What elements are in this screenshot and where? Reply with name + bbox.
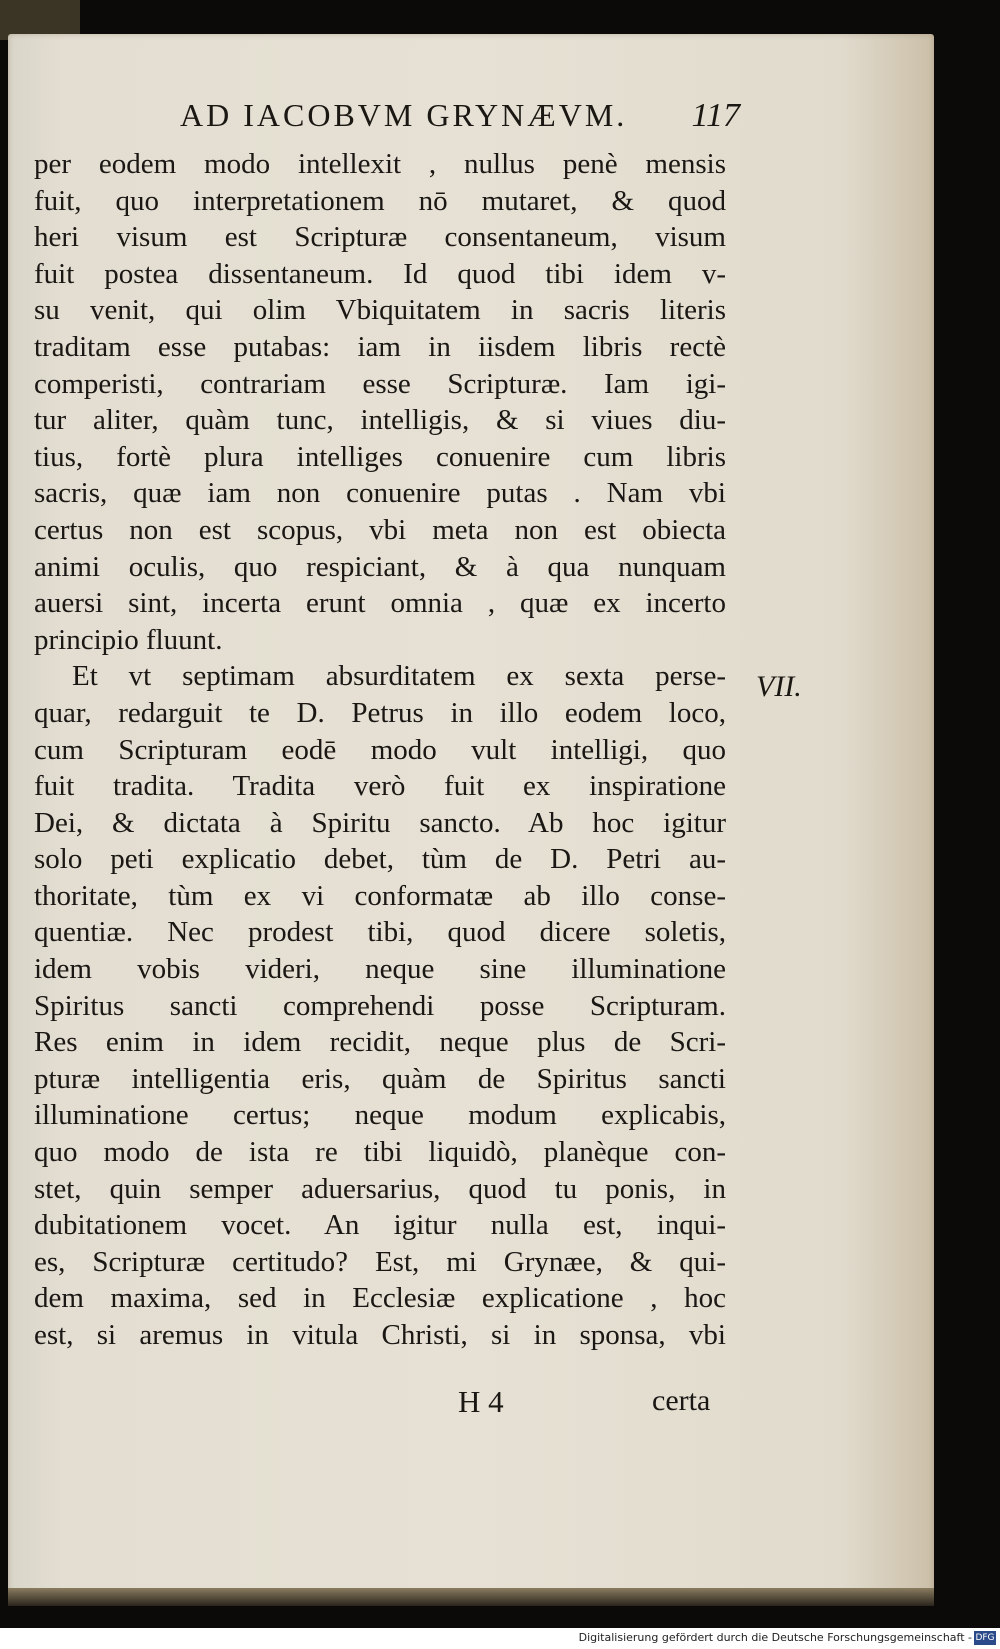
text-line: illuminatione certus; neque modum explicabis, bbox=[34, 1099, 726, 1132]
text-line: sacris, quæ iam non conuenire putas . Nam vbi bbox=[34, 477, 726, 510]
page-edge bbox=[8, 1588, 934, 1606]
text-line: Spiritus sancti comprehendi posse Scripturam. bbox=[34, 989, 726, 1022]
text-line: per eodem modo intellexit , nullus penè mensis bbox=[34, 148, 726, 180]
text-line: fuit tradita. Tradita verò fuit ex inspiratione bbox=[34, 770, 726, 803]
text-line: principio fluunt. bbox=[34, 623, 223, 656]
text-line: tur aliter, quàm tunc, intelligis, & si viues diu- bbox=[34, 404, 726, 437]
text-line: tius, fortè plura intelliges conuenire cum libris bbox=[34, 440, 726, 473]
margin-note: VII. bbox=[756, 670, 802, 703]
text-line: traditam esse putabas: iam in iisdem libris rectè bbox=[34, 330, 726, 363]
text-line: su venit, qui olim Vbiquitatem in sacris literis bbox=[34, 294, 726, 327]
paragraph-first-line: Et vt septimam absurditatem ex sexta perse- bbox=[72, 660, 726, 693]
running-head bbox=[180, 97, 740, 141]
text-line: pturæ intelligentia eris, quàm de Spiritus sancti bbox=[34, 1062, 726, 1095]
dfg-logo: DFG bbox=[975, 1633, 995, 1643]
body-text bbox=[34, 146, 726, 1354]
text-line: quar, redarguit te D. Petrus in illo eodem loco, bbox=[34, 696, 726, 729]
text-line: fuit postea dissentaneum. Id quod tibi idem v- bbox=[34, 257, 726, 290]
text-line: certus non est scopus, vbi meta non est obiecta bbox=[34, 513, 726, 546]
signature-mark: H 4 bbox=[458, 1384, 504, 1419]
text-line: cum Scripturam eodē modo vult intelligi, quo bbox=[34, 733, 726, 766]
text-line: comperisti, contrariam esse Scripturæ. Iam igi- bbox=[34, 367, 726, 400]
text-line: heri visum est Scripturæ consentaneum, visum bbox=[34, 221, 726, 254]
text-line: Res enim in idem recidit, neque plus de Scri- bbox=[34, 1026, 726, 1059]
text-line: idem vobis videri, neque sine illuminatione bbox=[34, 953, 726, 986]
catchword: certa bbox=[652, 1384, 711, 1417]
text-line: animi oculis, quo respiciant, & à qua nunquam bbox=[34, 550, 726, 583]
text-line: auersi sint, incerta erunt omnia , quæ ex incerto bbox=[34, 587, 726, 620]
running-title: AD IACOBVM GRYNÆVM. bbox=[180, 97, 628, 133]
text-line: stet, quin semper aduersarius, quod tu ponis, in bbox=[34, 1172, 726, 1205]
text-line: es, Scripturæ certitudo? Est, mi Grynæe, & qui- bbox=[34, 1245, 726, 1278]
text-line: solo peti explicatio debet, tùm de D. Petri au- bbox=[34, 843, 726, 876]
text-line: est, si aremus in vitula Christi, si in sponsa, vbi bbox=[34, 1319, 726, 1351]
text-line: thoritate, tùm ex vi conformatæ ab illo conse- bbox=[34, 879, 726, 912]
page-number: 117 bbox=[691, 97, 740, 134]
text-line: quentiæ. Nec prodest tibi, quod dicere soletis, bbox=[34, 916, 726, 949]
text-line: fuit, quo interpretationem nō mutaret, & quod bbox=[34, 184, 726, 217]
footer-credit: Digitalisierung gefördert durch die Deutsche Forschungsgemeinschaft - bbox=[578, 1631, 972, 1644]
text-line: quo modo de ista re tibi liquidò, planèque con- bbox=[34, 1136, 726, 1169]
text-line: dem maxima, sed in Ecclesiæ explicatione , hoc bbox=[34, 1282, 726, 1315]
text-line: Dei, & dictata à Spiritu sancto. Ab hoc igitur bbox=[34, 806, 726, 839]
text-line: dubitationem vocet. An igitur nulla est, inqui- bbox=[34, 1209, 726, 1242]
